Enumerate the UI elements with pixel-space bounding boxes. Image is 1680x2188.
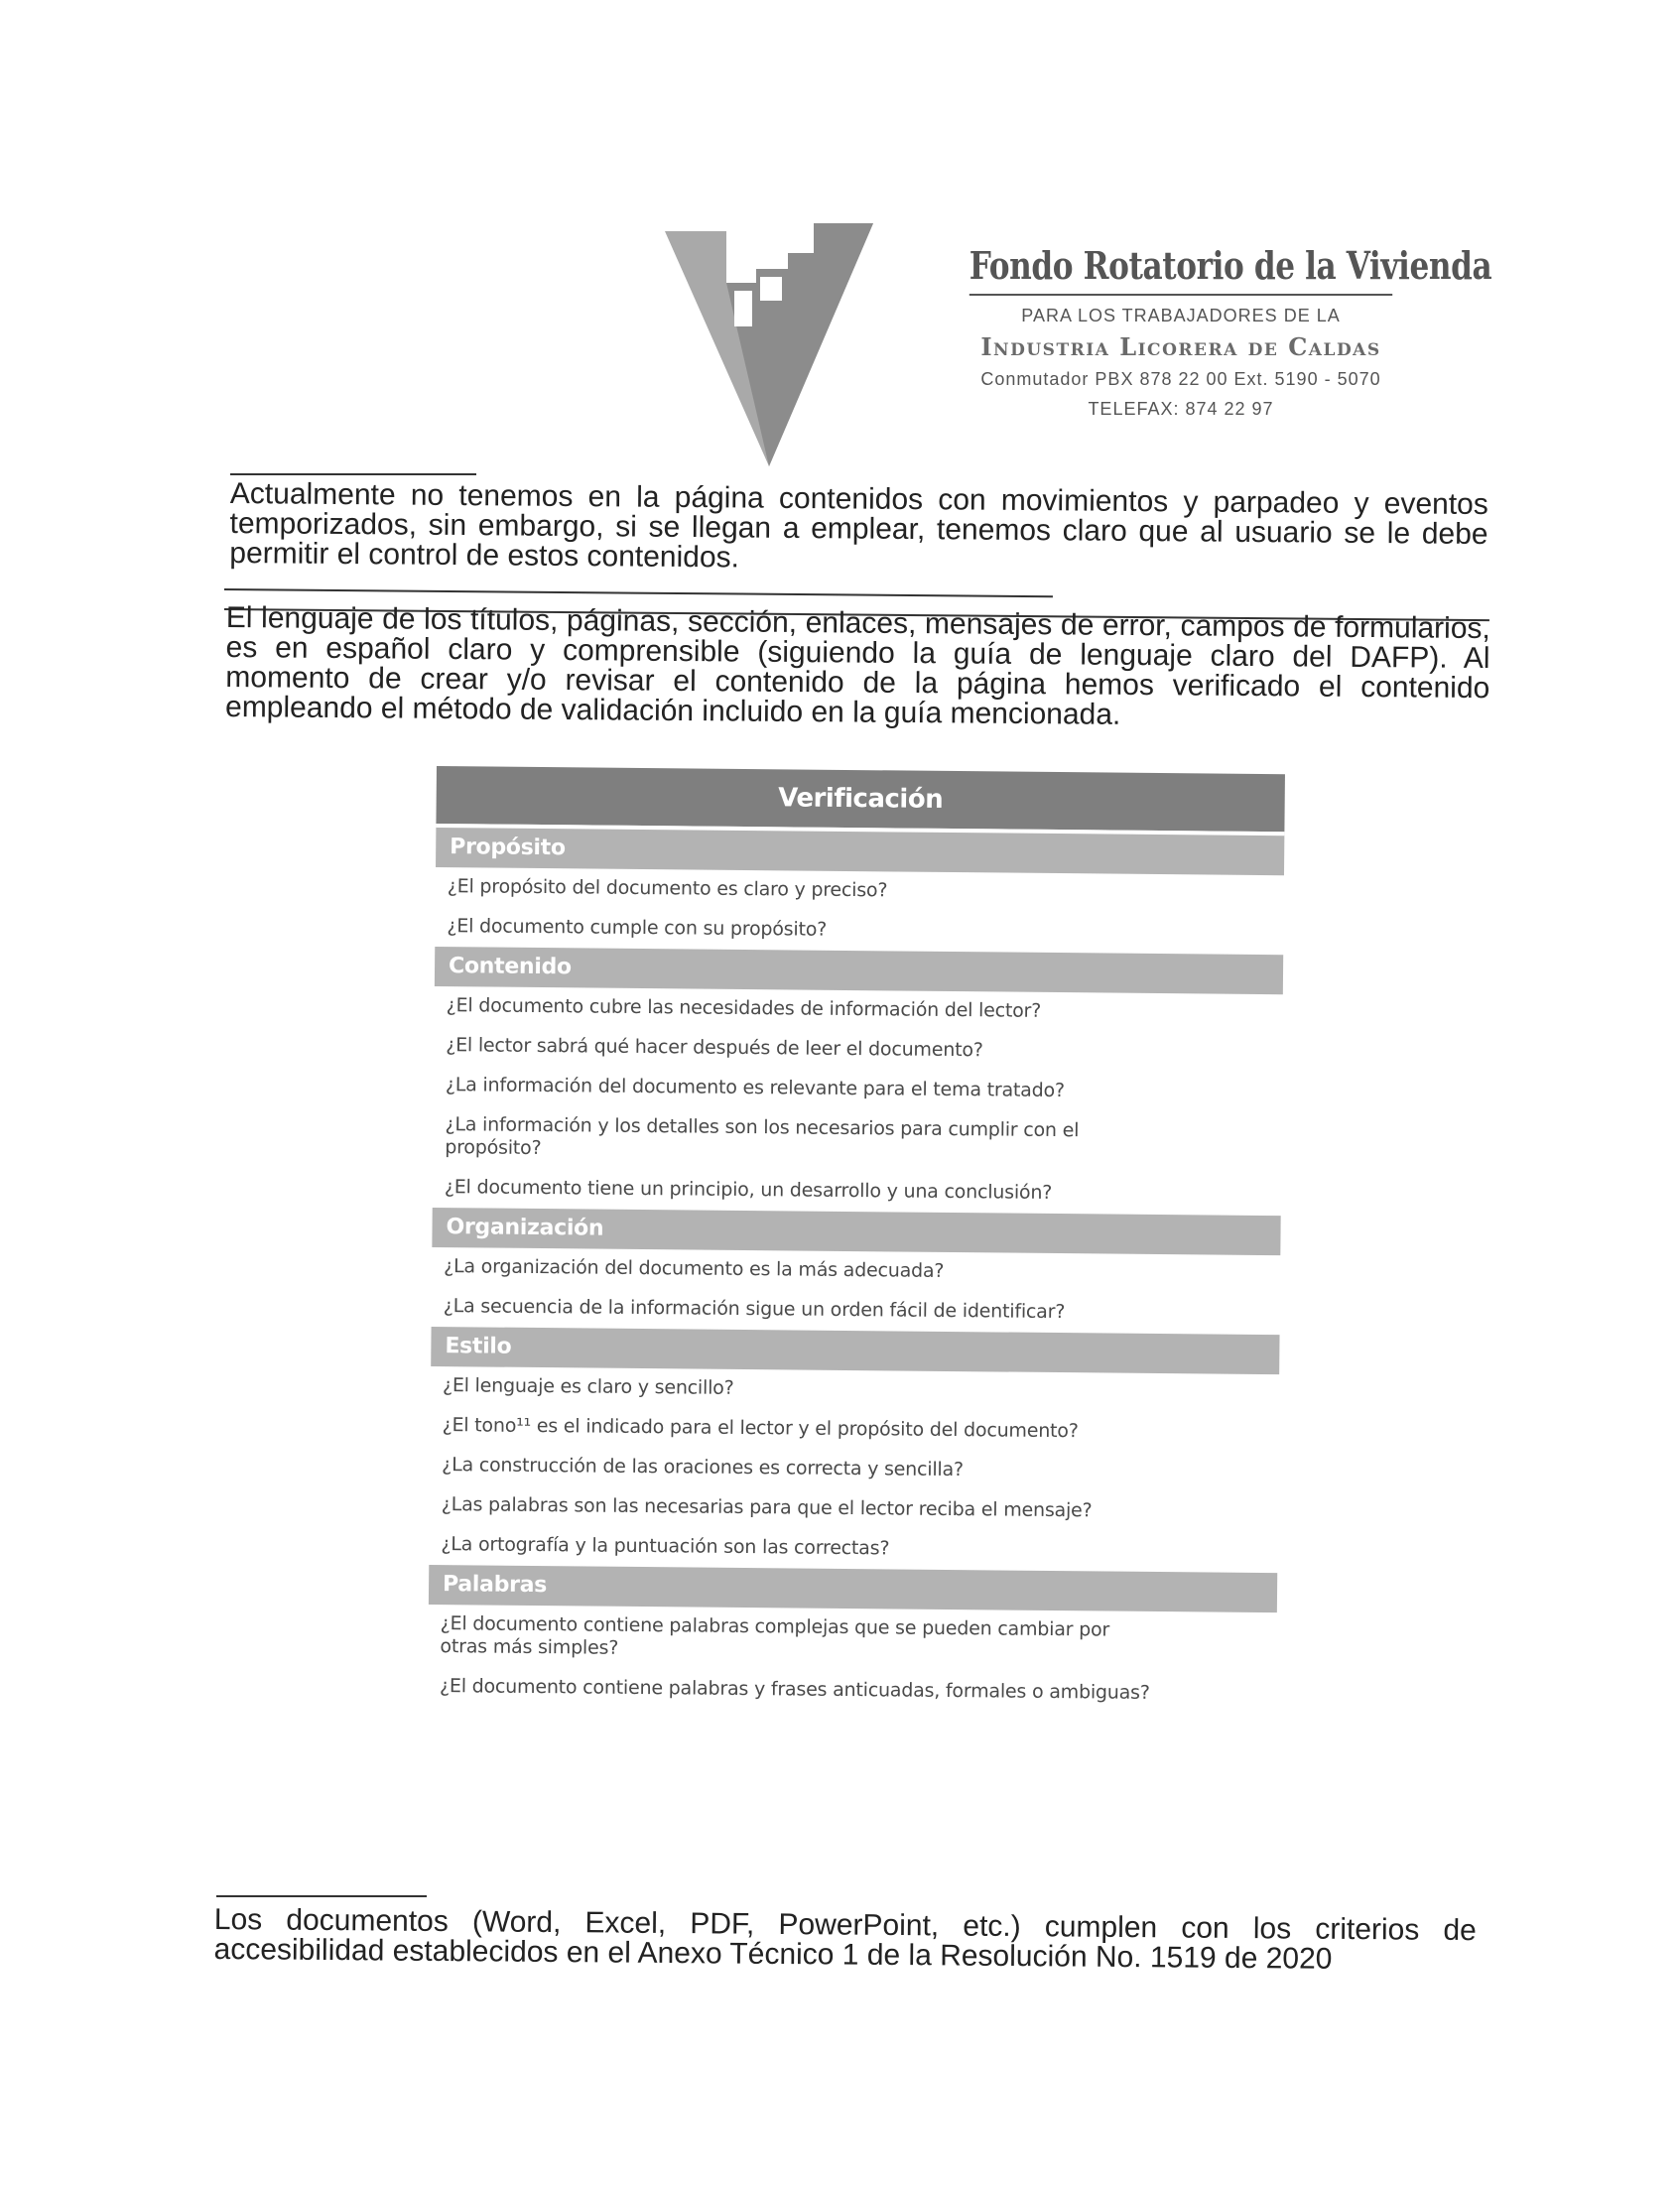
checklist-item: ¿El lenguaje es claro y sencillo?: [442, 1374, 734, 1399]
section-heading: Estilo: [431, 1327, 1279, 1374]
checklist-item: ¿El documento tiene un principio, un desarrollo y una conclusión?: [444, 1176, 1053, 1204]
section-heading: Organización: [432, 1208, 1280, 1255]
checklist-item: ¿La construcción de las oraciones es correcta y sencilla?: [442, 1454, 964, 1481]
letterhead: [913, 243, 1492, 421]
divider: [230, 473, 476, 475]
verification-table: [428, 766, 1285, 1715]
divider: [224, 588, 1053, 597]
checklist-item: ¿El tono¹¹ es el indicado para el lector y el propósito del documento?: [442, 1414, 1079, 1443]
table-title: Verificación: [436, 766, 1285, 832]
section-heading: Palabras: [429, 1565, 1277, 1612]
fondo-rotatorio-logo: [665, 223, 873, 466]
checklist-item: ¿El documento contiene palabras complejas que se pueden cambiar por otras más simples?: [440, 1612, 1110, 1659]
paragraph-movement-content: Actualmente no tenemos en la página contenidos con movimientos y parpadeo y eventos temporizados, sin embargo, si se llegan a emplear, tenemos claro que al usuario se le debe permitir el control de estos contenidos.: [229, 477, 1488, 575]
checklist-item: ¿El lector sabrá qué hacer después de leer el documento?: [446, 1034, 983, 1062]
paragraph-plain-language: El lenguaje de los títulos, páginas, sección, enlaces, mensajes de error, campos de formularios, es en español claro y comprensible (siguiendo la guía de lenguaje claro del DAFP). Al momento de crear y/o revisar el contenido de la página hemos verificado el contenido empleando el método de validación incluido en la guía mencionada.: [224, 601, 1490, 731]
checklist-item: ¿El documento cumple con su propósito?: [447, 915, 828, 941]
checklist-item: ¿El documento contiene palabras y frases anticuadas, formales o ambiguas?: [439, 1675, 1150, 1704]
checklist-item: ¿La organización del documento es la más adecuada?: [444, 1255, 945, 1282]
section-heading: Propósito: [436, 824, 1284, 875]
checklist-item: ¿La información y los detalles son los necesarios para cumplir con el propósito?: [445, 1113, 1080, 1160]
checklist-item: ¿Las palabras son las necesarias para que el lector reciba el mensaje?: [441, 1493, 1093, 1522]
checklist-item: ¿La secuencia de la información sigue un orden fácil de identificar?: [443, 1295, 1066, 1324]
section-heading: Contenido: [435, 947, 1283, 994]
fax-number: TELEFAX: 874 22 97: [1088, 399, 1274, 419]
paragraph-document-accessibility: Los documentos (Word, Excel, PDF, PowerPoint, etc.) cumplen con los criterios de accesibilidad establecidos en el Anexo Técnico 1 de la Resolución No. 1519 de 2020: [213, 1903, 1477, 1976]
checklist-item: ¿La información del documento es relevante para el tema tratado?: [445, 1074, 1065, 1102]
phone-number: Conmutador PBX 878 22 00 Ext. 5190 - 5070: [980, 369, 1381, 389]
divider: [216, 1895, 427, 1897]
checklist-item: ¿La ortografía y la puntuación son las correctas?: [441, 1533, 890, 1560]
organization-name: Fondo Rotatorio de la Vivienda: [969, 243, 1392, 296]
checklist-item: ¿El propósito del documento es claro y preciso?: [447, 875, 888, 902]
organization-subtitle: PARA LOS TRABAJADORES DE LA: [1021, 306, 1341, 325]
checklist-item: ¿El documento cubre las necesidades de información del lector?: [446, 994, 1042, 1022]
company-name: Industria Licorera de Caldas: [980, 332, 1381, 361]
